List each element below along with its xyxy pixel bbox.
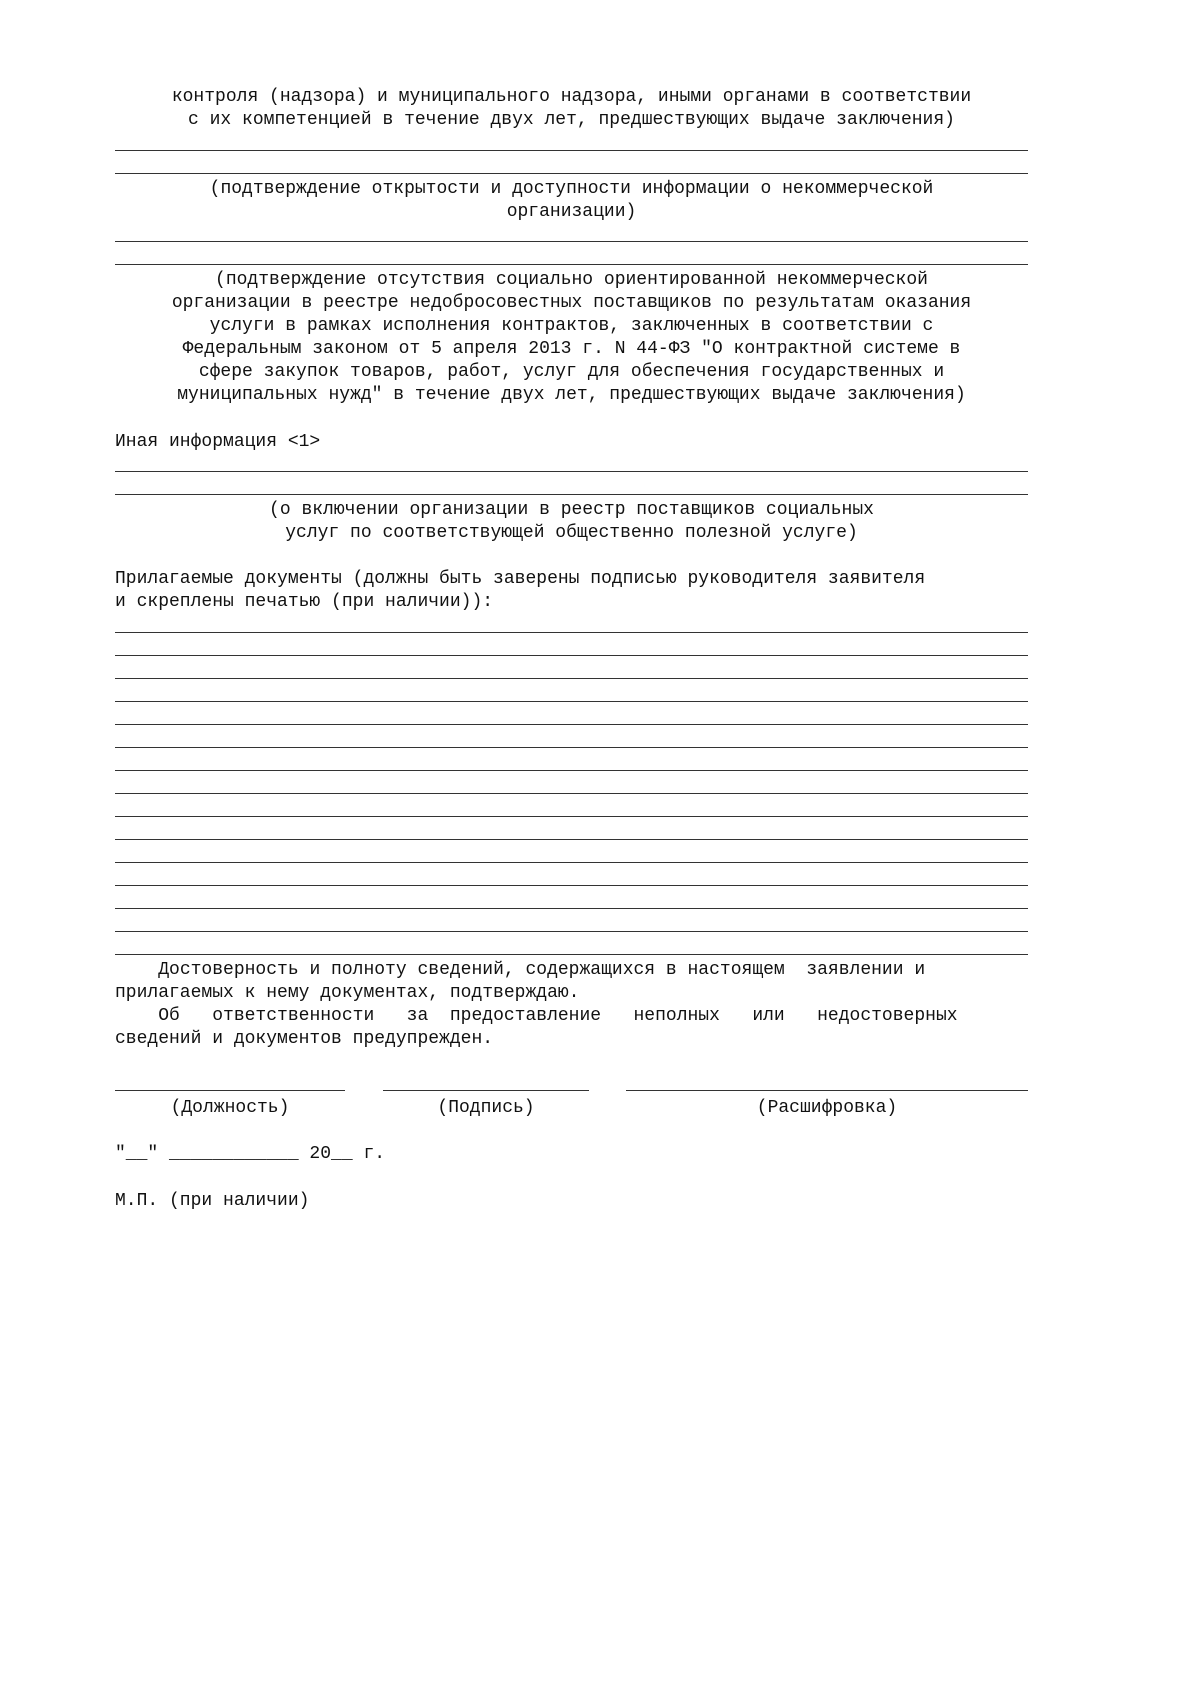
- fill-line: [115, 471, 1028, 472]
- stamp-note: М.П. (при наличии): [115, 1191, 310, 1211]
- position-caption: (Должность): [170, 1098, 290, 1118]
- attachment-line: [115, 747, 1028, 748]
- attachment-line: [115, 954, 1028, 955]
- fill-line: [115, 241, 1028, 242]
- caption-registry: (о включении организации в реестр поставщиков социальных услуг по соответствующей общественно полезной услуге): [269, 500, 874, 543]
- attachment-line: [115, 908, 1028, 909]
- signature-caption: (Подпись): [437, 1098, 535, 1118]
- position-line: [115, 1090, 345, 1091]
- decoding-caption: (Расшифровка): [756, 1098, 898, 1118]
- attachment-line: [115, 862, 1028, 863]
- attachment-line: [115, 678, 1028, 679]
- fill-line: [115, 264, 1028, 265]
- certification-accuracy: Достоверность и полноту сведений, содержащихся в настоящем заявлении и прилагаемых к нему документах, подтверждаю.: [115, 960, 926, 1003]
- fill-line: [115, 494, 1028, 495]
- attachment-line: [115, 793, 1028, 794]
- attachment-line: [115, 770, 1028, 771]
- caption-absence: (подтверждение отсутствия социально ориентированной некоммерческой организации в реестре недобросовестных поставщиков по результатам оказания услуги в рамках исполнения контрактов, заключенных в соответствии с Федеральным законом от 5 апреля 2013 г. N 44-ФЗ "О контрактной системе в сфере закупок товаров, работ, услуг для обеспечения государственных и муниципальных нужд" в течение двух лет, предшествующих выдаче заключения): [171, 270, 972, 405]
- date-line: "__" ____________ 20__ г.: [115, 1144, 386, 1164]
- top-paragraph: контроля (надзора) и муниципального надзора, иными органами в соответствии с их компетенцией в течение двух лет, предшествующих выдаче заключения): [171, 87, 972, 130]
- fill-line: [115, 150, 1028, 151]
- attachment-line: [115, 816, 1028, 817]
- decoding-line: [626, 1090, 1028, 1091]
- certification-responsibility: Об ответственности за предоставление неполных или недостоверных сведений и документов предупрежден.: [115, 1006, 958, 1049]
- attachment-line: [115, 931, 1028, 932]
- attachment-line: [115, 632, 1028, 633]
- fill-line: [115, 173, 1028, 174]
- attached-docs-label: Прилагаемые документы (должны быть заверены подписью руководителя заявителя и скреплены печатью (при наличии)):: [115, 569, 926, 612]
- attachment-line: [115, 839, 1028, 840]
- attachment-line: [115, 885, 1028, 886]
- other-info-label: Иная информация <1>: [115, 432, 321, 452]
- attachment-line: [115, 655, 1028, 656]
- caption-openness: (подтверждение открытости и доступности информации о некоммерческой организации): [209, 179, 934, 222]
- signature-line: [383, 1090, 589, 1091]
- attachment-line: [115, 724, 1028, 725]
- attachment-line: [115, 701, 1028, 702]
